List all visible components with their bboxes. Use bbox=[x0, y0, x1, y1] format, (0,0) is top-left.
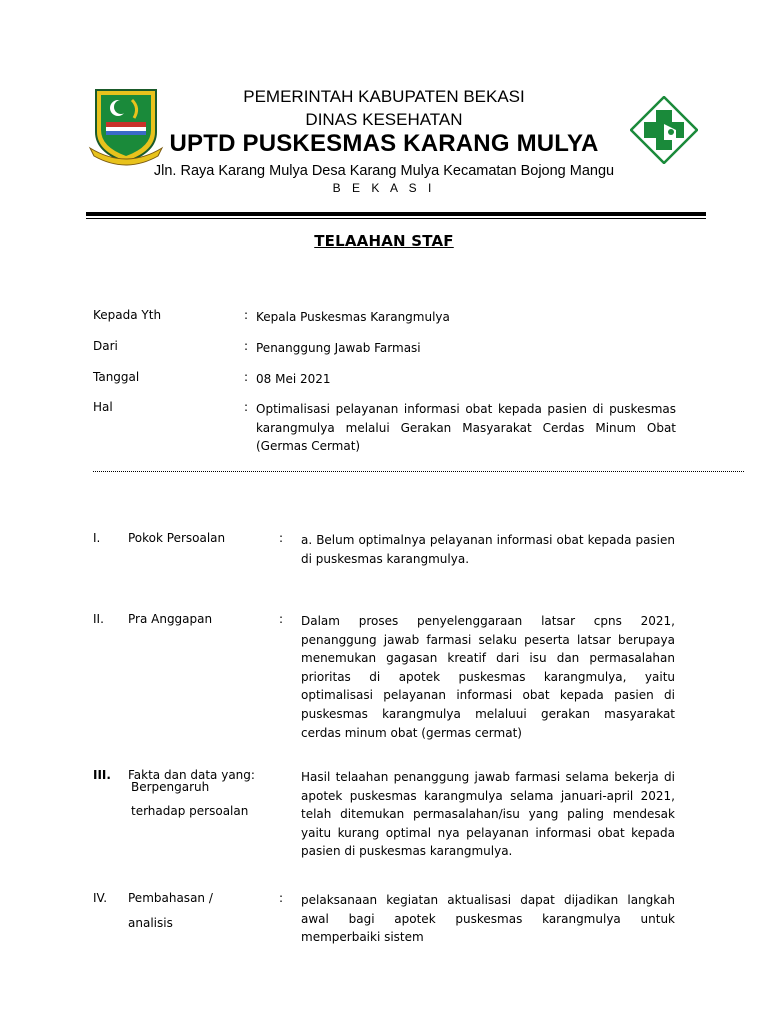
field-value-dari: Penanggung Jawab Farmasi bbox=[256, 341, 421, 355]
section-label-line3: terhadap persoalan bbox=[131, 804, 249, 818]
field-colon: : bbox=[244, 308, 249, 322]
field-label-dari: Dari bbox=[93, 339, 118, 353]
field-value-kepada: Kepala Puskesmas Karangmulya bbox=[256, 310, 450, 324]
section-text: pelaksanaan kegiatan aktualisasi dapat dijadikan langkah awal bagi apotek puskesmas karangmulya untuk memperbaiki sistem bbox=[301, 893, 675, 945]
section-label: Pembahasan / bbox=[128, 891, 213, 905]
field-label-tanggal: Tanggal bbox=[93, 370, 140, 384]
letterhead-address: Jln. Raya Karang Mulya Desa Karang Mulya Kecamatan Bojong Mangu bbox=[153, 163, 615, 179]
document-title: TELAAHAN STAF bbox=[314, 232, 454, 250]
field-value-hal: Optimalisasi pelayanan informasi obat kepada pasien di puskesmas karangmulya melalui Gerakan Masyarakat Cerdas Minum Obat (Germas Cermat) bbox=[256, 402, 676, 453]
section-label: Fakta dan data yang: bbox=[128, 768, 255, 782]
letterhead-department: DINAS KESEHATAN bbox=[305, 110, 463, 129]
dotted-separator bbox=[93, 471, 744, 472]
section-number: II. bbox=[93, 612, 104, 626]
field-label-kepada: Kepada Yth bbox=[93, 308, 162, 322]
section-text: Hasil telaahan penanggung jawab farmasi selama bekerja di apotek puskesmas karangmulya selama januari-april 2021, telah ditemukan permasalahan/isu yang paling mendesak yaitu kurang optimal nya pelayanan informasi obat kepada pasien di puskesmas karangmulya. bbox=[301, 770, 675, 859]
section-colon: : bbox=[279, 531, 284, 545]
section-number: III. bbox=[93, 768, 111, 782]
section-label: Pra Anggapan bbox=[128, 612, 213, 626]
section-text: Dalam proses penyelenggaraan latsar cpns 2021, penanggung jawab farmasi selaku peserta latsar berupaya menemukan gagasan kreatif dari isu dan permasalahan prioritas di apotek puskesmas karangmulya, yaitu optimalisasi pelayanan informasi obat kepada pasien di puskesmas karangmulya melaluui gerakan masyarakat cerdas minum obat (germas cermat) bbox=[301, 614, 675, 740]
section-label: Pokok Persoalan bbox=[128, 531, 226, 545]
section-text: a. Belum optimalnya pelayanan informasi obat kepada pasien di puskesmas karangmulya. bbox=[301, 533, 675, 566]
section-label-line2: Berpengaruh bbox=[131, 780, 210, 794]
field-label-hal: Hal bbox=[93, 400, 113, 414]
field-colon: : bbox=[244, 339, 249, 353]
section-number: I. bbox=[93, 531, 101, 545]
section-number: IV. bbox=[93, 891, 108, 905]
field-value-tanggal: 08 Mei 2021 bbox=[256, 372, 331, 386]
section-colon: : bbox=[279, 891, 284, 905]
letterhead-institution: UPTD PUSKESMAS KARANG MULYA bbox=[169, 130, 599, 157]
letterhead-government: PEMERINTAH KABUPATEN BEKASI bbox=[243, 87, 525, 106]
field-colon: : bbox=[244, 370, 249, 384]
letterhead-rule-thick bbox=[86, 212, 706, 216]
letterhead-rule-thin bbox=[86, 218, 706, 219]
section-label-line2: analisis bbox=[128, 916, 173, 930]
section-colon: : bbox=[279, 612, 284, 626]
letterhead-city: B E K A S I bbox=[332, 181, 436, 195]
field-colon: : bbox=[244, 400, 249, 414]
